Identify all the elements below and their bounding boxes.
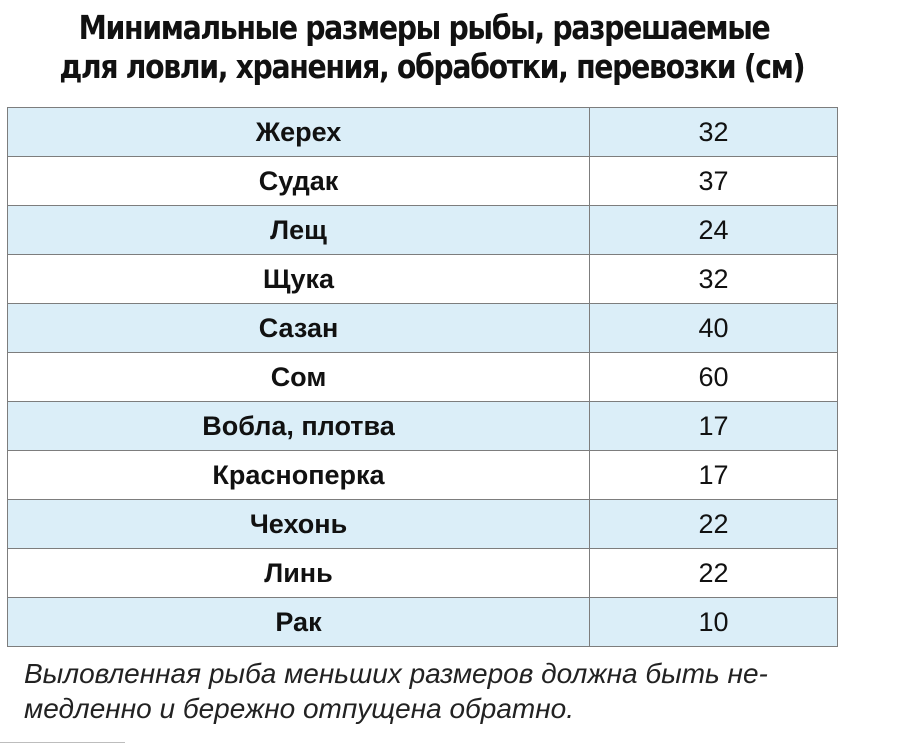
title-line-1: Минимальные размеры рыбы, разрешаемые (78, 8, 770, 47)
fish-name-cell: Чехонь (8, 500, 590, 549)
table-row (8, 549, 838, 598)
fish-name-cell: Вобла, плотва (8, 402, 590, 451)
fish-size-cell: 40 (590, 304, 838, 353)
note-line-2: медленно и бережно отпущена обратно. (24, 693, 575, 724)
release-note (24, 656, 844, 726)
table-row (8, 206, 838, 255)
table-row (8, 304, 838, 353)
title-line-2: для ловли, хранения, обработки, перевозки (см) (59, 47, 805, 86)
fish-name-cell: Красноперка (8, 451, 590, 500)
fish-size-cell: 24 (590, 206, 838, 255)
fish-size-cell: 22 (590, 500, 838, 549)
fish-name-cell: Линь (8, 549, 590, 598)
fish-size-cell: 60 (590, 353, 838, 402)
footer-divider (0, 742, 125, 743)
fish-size-table (7, 107, 838, 647)
note-line-1: Выловленная рыба меньших размеров должна быть не- (24, 658, 768, 689)
fish-name-cell: Жерех (8, 108, 590, 157)
table-row (8, 500, 838, 549)
fish-name-cell: Сом (8, 353, 590, 402)
fish-name-cell: Сазан (8, 304, 590, 353)
fish-size-cell: 32 (590, 255, 838, 304)
fish-name-cell: Щука (8, 255, 590, 304)
fish-size-cell: 10 (590, 598, 838, 647)
fish-name-cell: Рак (8, 598, 590, 647)
table-row (8, 451, 838, 500)
fish-name-cell: Лещ (8, 206, 590, 255)
fish-size-cell: 17 (590, 451, 838, 500)
table-row (8, 157, 838, 206)
table-row (8, 402, 838, 451)
table-row (8, 255, 838, 304)
page-title (59, 8, 805, 86)
table-row (8, 598, 838, 647)
fish-size-cell: 17 (590, 402, 838, 451)
fish-size-cell: 32 (590, 108, 838, 157)
table-row (8, 108, 838, 157)
fish-name-cell: Судак (8, 157, 590, 206)
fish-size-cell: 22 (590, 549, 838, 598)
table-row (8, 353, 838, 402)
fish-size-cell: 37 (590, 157, 838, 206)
